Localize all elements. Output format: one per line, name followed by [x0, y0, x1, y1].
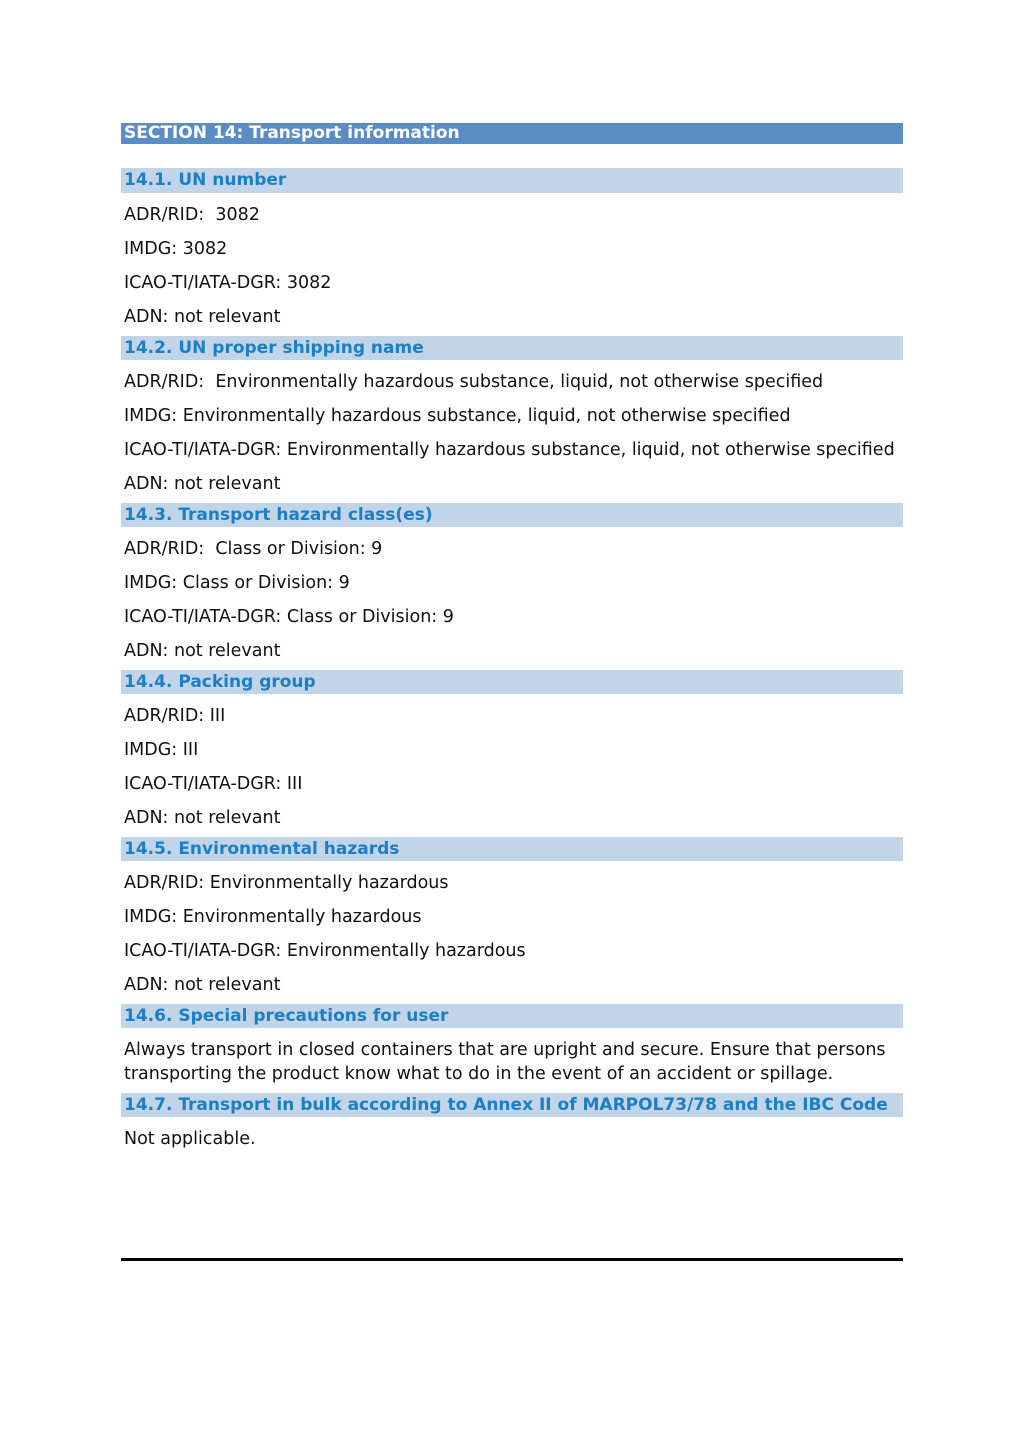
env-hazards-imdg: IMDG: Environmentally hazardous — [124, 907, 422, 927]
hazard-class-imdg: IMDG: Class or Division: 9 — [124, 573, 350, 593]
subsection-heading-packing-group: 14.4. Packing group — [121, 670, 903, 694]
env-hazards-icao: ICAO-TI/IATA-DGR: Environmentally hazardous — [124, 941, 526, 961]
special-precautions-text: Always transport in closed containers that are upright and secure. Ensure that persons transporting the product know what to do in the event of an accident or spillage. — [124, 1040, 886, 1084]
transport-section — [121, 123, 903, 1151]
env-hazards-adr-rid: ADR/RID: Environmentally hazardous — [124, 873, 449, 893]
bulk-transport-text: Not applicable. — [124, 1129, 256, 1149]
env-hazards-adn: ADN: not relevant — [124, 975, 281, 995]
subsection-heading-un-number: 14.1. UN number — [121, 168, 903, 193]
section-title: SECTION 14: Transport information — [121, 123, 903, 144]
shipping-name-adr-rid: ADR/RID: Environmentally hazardous substance, liquid, not otherwise specified — [124, 372, 824, 392]
bottom-rule — [121, 1258, 903, 1261]
un-number-imdg: IMDG: 3082 — [124, 239, 228, 259]
un-number-adr-rid: ADR/RID: 3082 — [124, 205, 260, 225]
un-number-adn: ADN: not relevant — [124, 307, 281, 327]
subsection-heading-shipping-name: 14.2. UN proper shipping name — [121, 336, 903, 360]
subsection-heading-hazard-class: 14.3. Transport hazard class(es) — [121, 503, 903, 527]
packing-group-adn: ADN: not relevant — [124, 808, 281, 828]
shipping-name-icao: ICAO-TI/IATA-DGR: Environmentally hazardous substance, liquid, not otherwise specified — [124, 440, 895, 460]
hazard-class-icao: ICAO-TI/IATA-DGR: Class or Division: 9 — [124, 607, 454, 627]
subsection-heading-environmental-hazards: 14.5. Environmental hazards — [121, 837, 903, 861]
shipping-name-adn: ADN: not relevant — [124, 474, 281, 494]
shipping-name-imdg: IMDG: Environmentally hazardous substance, liquid, not otherwise specified — [124, 406, 791, 426]
subsection-heading-bulk-transport: 14.7. Transport in bulk according to Annex II of MARPOL73/78 and the IBC Code — [121, 1093, 903, 1117]
un-number-icao: ICAO-TI/IATA-DGR: 3082 — [124, 273, 332, 293]
subsection-heading-special-precautions: 14.6. Special precautions for user — [121, 1004, 903, 1028]
packing-group-imdg: IMDG: III — [124, 740, 199, 760]
hazard-class-adr-rid: ADR/RID: Class or Division: 9 — [124, 539, 383, 559]
packing-group-icao: ICAO-TI/IATA-DGR: III — [124, 774, 303, 794]
hazard-class-adn: ADN: not relevant — [124, 641, 281, 661]
packing-group-adr-rid: ADR/RID: III — [124, 706, 226, 726]
